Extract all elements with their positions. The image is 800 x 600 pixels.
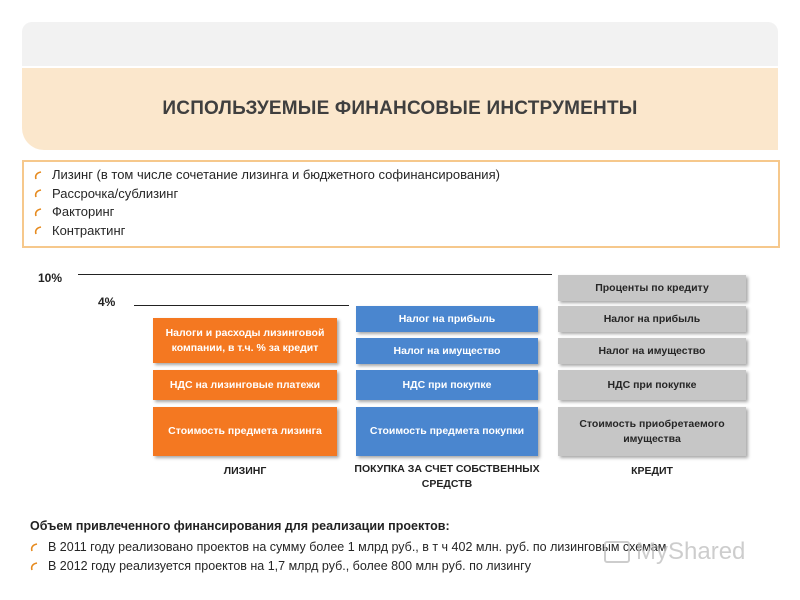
title-banner — [22, 68, 778, 150]
own-box-profit-tax: Налог на прибыль — [356, 306, 538, 332]
credit-box-vat: НДС при покупке — [558, 370, 746, 400]
watermark — [604, 538, 745, 566]
volume-list — [30, 538, 666, 576]
level-4-line — [134, 305, 349, 306]
list-item — [34, 222, 778, 241]
leasing-column-label: ЛИЗИНГ — [223, 465, 267, 477]
level-10-line — [78, 274, 552, 275]
swirl-bullet-icon — [34, 189, 43, 198]
instruments-list-box — [22, 160, 780, 248]
list-item — [34, 203, 778, 222]
credit-column-label: КРЕДИТ — [631, 465, 673, 477]
volume-item-text: В 2011 году реализовано проектов на сумму более 1 млрд руб., в т ч 402 млн. руб. по лизинговым схемам — [48, 540, 667, 554]
swirl-bullet-icon — [34, 208, 43, 217]
swirl-bullet-icon — [34, 226, 43, 235]
own-box-vat: НДС при покупке — [356, 370, 538, 400]
list-item — [30, 557, 666, 576]
page-title: ИСПОЛЬЗУЕМЫЕ ФИНАНСОВЫЕ ИНСТРУМЕНТЫ — [162, 98, 638, 119]
level-10-label: 10% — [38, 271, 63, 285]
own-box-property-tax: Налог на имущество — [356, 338, 538, 364]
credit-box-profit-tax: Налог на прибыль — [558, 306, 746, 332]
watermark-text: MyShared — [636, 538, 746, 565]
instrument-label: Факторинг — [52, 204, 115, 219]
credit-box-property-tax: Налог на имущество — [558, 338, 746, 364]
level-4-label: 4% — [98, 295, 116, 309]
instrument-label: Лизинг (в том числе сочетание лизинга и бюджетного софинансирования) — [52, 167, 500, 182]
list-item — [30, 538, 666, 557]
own-column-label: ПОКУПКА ЗА СЧЕТ СОБСТВЕННЫХ СРЕДСТВ — [354, 463, 540, 490]
credit-box-interest: Проценты по кредиту — [558, 275, 746, 301]
leasing-box-vat: НДС на лизинговые платежи — [153, 370, 337, 400]
list-item — [34, 166, 778, 185]
swirl-bullet-icon — [34, 171, 43, 180]
instrument-label: Рассрочка/сублизинг — [52, 185, 179, 201]
presentation-icon — [604, 541, 630, 563]
swirl-bullet-icon — [30, 543, 39, 552]
own-box-cost: Стоимость предмета покупки — [356, 407, 538, 456]
volume-item-text: В 2012 году реализуется проектов на 1,7 млрд руб., более 800 млн руб. по лизингу — [48, 559, 531, 573]
leasing-box-cost: Стоимость предмета лизинга — [153, 407, 337, 456]
volume-title: Объем привлеченного финансирования для реализации проектов: — [30, 519, 450, 533]
list-item — [34, 185, 778, 204]
instrument-label: Контрактинг — [52, 222, 126, 238]
instruments-list — [24, 162, 778, 240]
header-top-band — [22, 22, 778, 66]
swirl-bullet-icon — [30, 562, 39, 571]
leasing-box-taxes: Налоги и расходы лизинговой компании, в т.ч. % за кредит — [153, 318, 337, 363]
credit-box-cost: Стоимость приобретаемого имущества — [558, 407, 746, 456]
